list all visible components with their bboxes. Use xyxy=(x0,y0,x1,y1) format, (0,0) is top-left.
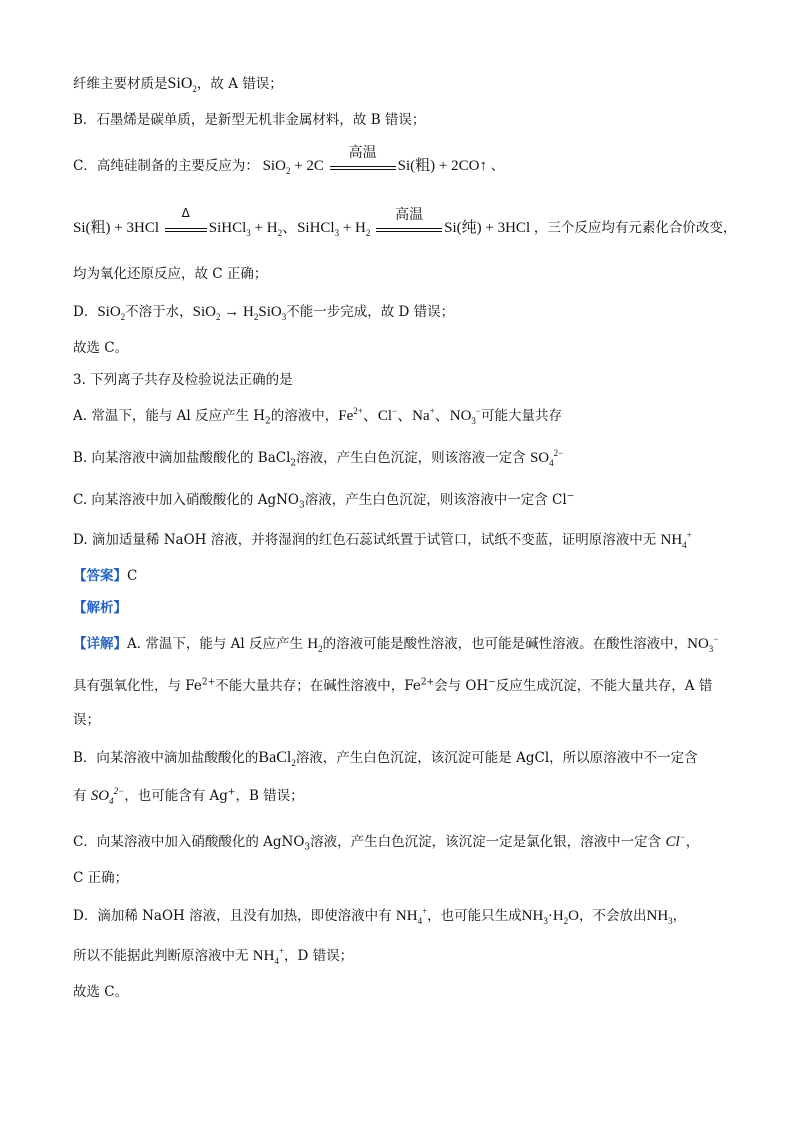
explanation-line-4: B．向某溶液中滴加盐酸酸化的BaCl$_2$溶液，产生白色沉淀，该沉淀可能是 AgCl，所以原溶液中不一定含 xyxy=(73,749,698,769)
text-line-4-reactions: Si(粗) + 3HCl Δ SiHCl$_3$ + $H_2$、SiHCl$_3$ + $H_2$ 高温 Si(纯) + 3HCl ，三个反应均有元素化合价改变， xyxy=(73,205,737,238)
text-line-1: 纤维主要材质是SiO$_2$，故 A 错误； xyxy=(73,75,283,95)
text-line-5: 均为氧化还原反应，故 C 正确； xyxy=(73,266,268,282)
explanation-line-2: 具有强氧化性，与 $Fe^{2+}$不能大量共存；在碱性溶液中，$Fe^{2+}$会与 OH−反应生成沉淀，不能大量共存，A 错 xyxy=(73,677,713,694)
explanation-line-10: 故选 C。 xyxy=(73,984,129,1000)
explanation-line-7: C 正确； xyxy=(73,870,129,886)
condition-delta: Δ xyxy=(165,219,207,239)
explanation-line-3: 误； xyxy=(73,712,100,728)
option-d: D. 滴加适量稀 NaOH 溶液，并将湿润的红色石蕊试纸置于试管口，试纸不变蓝，证明原溶液中无 $NH_4^+$ xyxy=(73,530,692,550)
explanation-line-6: C．向某溶液中加入硝酸酸化的 AgNO$_3$溶液，产生白色沉淀，该沉淀一定是氯化银，溶液中一定含 Cl−， xyxy=(73,832,700,853)
condition-gaowen: 高温 xyxy=(330,157,396,177)
option-a: A. 常温下，能与 Al 反应产生 $H_2$的溶液中，$Fe^{2+}$、Cl−、Na+、$NO_3^-$可能大量共存 xyxy=(73,406,562,427)
condition-gaowen-2: 高温 xyxy=(376,219,442,239)
text-line-2: B．石墨烯是碳单质，是新型无机非金属材料，故 B 错误； xyxy=(73,112,426,128)
formula-sio2-to-h2sio3: $SiO_2 \to H_2SiO_3$ xyxy=(192,304,287,322)
reaction-2: Si(粗) + 3HCl Δ SiHCl$_3$ + $H_2$、SiHCl$_3$ + $H_2$ 高温 Si(纯) + 3HCl xyxy=(73,205,531,238)
ion-so4: $SO_4^{2-}$ xyxy=(529,448,564,468)
answer-line: 【答案】C xyxy=(73,568,138,584)
analysis-heading: 【解析】 xyxy=(73,600,127,616)
ion-list-a: $Fe^{2+}$、Cl−、Na+、$NO_3^-$ xyxy=(338,406,481,426)
text-line-6: D．SiO$_2$不溶于水，$SiO_2 \to H_2SiO_3$不能一步完成，故 D 错误； xyxy=(73,304,455,322)
ion-nh4: $NH_4^+$ xyxy=(660,530,692,550)
question-3-stem: 3. 下列离子共存及检验说法正确的是 xyxy=(73,372,293,388)
explanation-line-5: 有 $SO_4^{2-}$，也可能含有 Ag+，B 错误； xyxy=(73,786,304,806)
text-line-3-reaction: C．高纯硅制备的主要反应为： SiO$_2$ + 2C 高温 Si(粗) + 2CO↑ 、 xyxy=(73,144,505,176)
explanation-line-1: 【详解】A. 常温下，能与 Al 反应产生 $H_2$的溶液可能是酸性溶液，也可能是碱性溶液。在酸性溶液中，$NO_3^-$ xyxy=(73,634,719,654)
option-b: B. 向某溶液中滴加盐酸酸化的 BaCl$_2$溶液，产生白色沉淀，则该溶液一定含 $SO_4^{2-}$ xyxy=(73,448,564,469)
reaction-1: SiO$_2$ + 2C 高温 Si(粗) + 2CO↑ xyxy=(262,144,487,176)
option-c: C. 向某溶液中加入硝酸酸化的 AgNO$_3$溶液，产生白色沉淀，则该溶液中一定含 Cl− xyxy=(73,491,575,511)
explanation-line-9: 所以不能据此判断原溶液中无 $NH_4^+$，D 错误； xyxy=(73,946,354,966)
formula-sio2: SiO$_2$ xyxy=(167,75,197,95)
text-line-7: 故选 C。 xyxy=(73,340,129,356)
explanation-line-8: D．滴加稀 NaOH 溶液，且没有加热，即使溶液中有 $NH_4^+$，也可能只生成$NH_3\cdot H_2O$，不会放出$NH_3$， xyxy=(73,906,687,926)
